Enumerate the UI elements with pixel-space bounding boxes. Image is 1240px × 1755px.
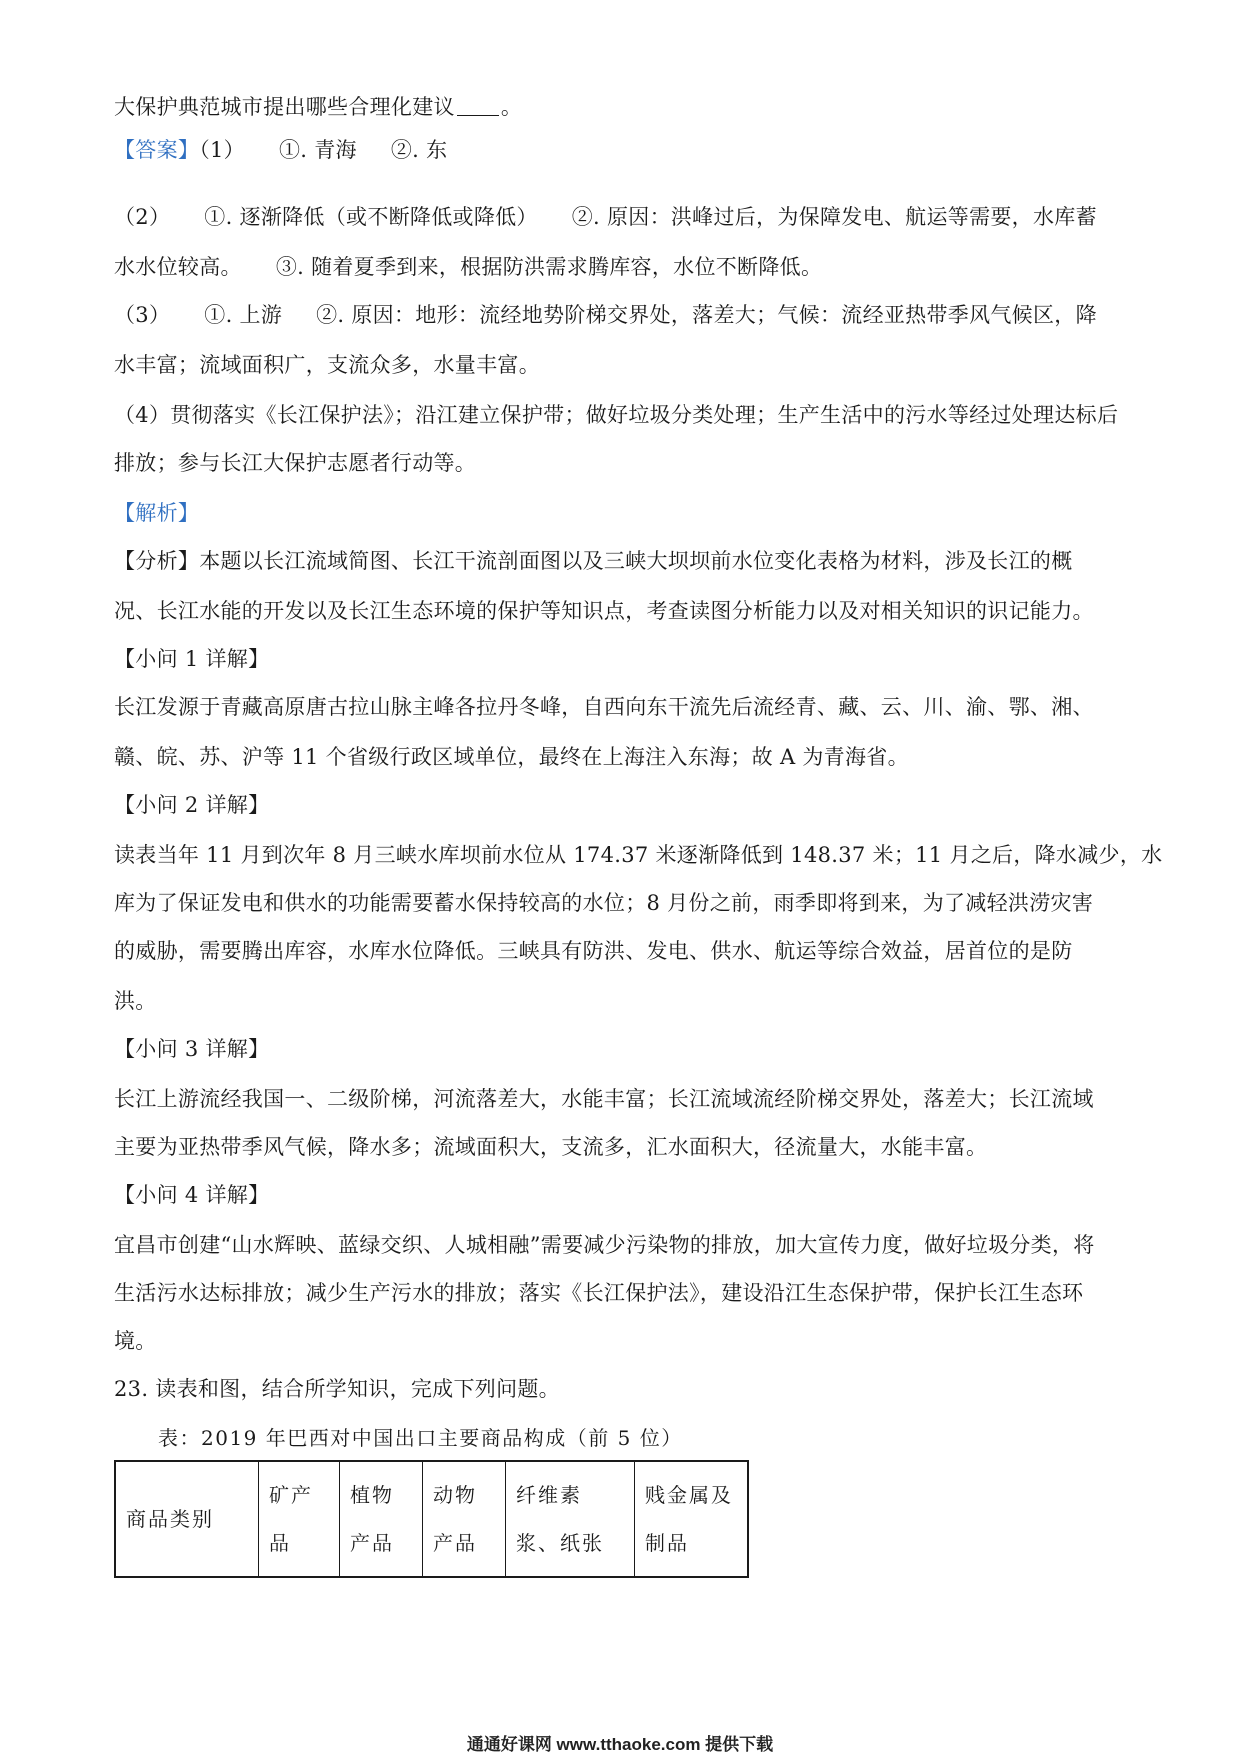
explanation-line: 的威胁，需要腾出库容，水库水位降低。三峡具有防洪、发电、供水、航运等综合效益，居首位的是防 [114,939,1073,963]
answer-item: ①. 逐渐降低（或不断降低或降低） [204,205,538,229]
explanation-line: 长江发源于青藏高原唐古拉山脉主峰各拉丹冬峰，自西向东干流先后流经青、藏、云、川、渝、鄂、湘、 [114,695,1094,719]
subquestion-heading-2: 【小问 2 详解】 [114,793,270,817]
answer-blank [457,95,499,116]
answer-part-label: （2） [114,205,171,229]
explanation-line: 洪。 [114,989,157,1013]
explanation-line: 长江上游流经我国一、二级阶梯，河流落差大，水能丰富；长江流域流经阶梯交界处，落差大；长江流域 [114,1087,1094,1111]
answer-line-6: （4）贯彻落实《长江保护法》；沿江建立保护带；做好垃圾分类处理；生产生活中的污水等经过处理达标后 [114,403,1119,427]
cell-text: 动物 [433,1483,477,1507]
cell-text: 植物 [350,1483,394,1507]
answer-item: ②. 原因：地形：流经地势阶梯交界处，落差大；气候：流经亚热带季风气候区，降 [316,303,1097,327]
answer-item: ①. 上游 [204,303,283,327]
explanation-line: 赣、皖、苏、沪等 11 个省级行政区域单位，最终在上海注入东海；故 A 为青海省。 [114,745,909,769]
question-text-end: 。 [500,95,523,119]
cell-text: 矿产 [269,1483,313,1507]
subquestion-heading-3: 【小问 3 详解】 [114,1037,270,1061]
table-cell [423,1461,506,1577]
answer-line-4 [114,300,1130,330]
explanation-line: 宜昌市创建“山水辉映、蓝绿交织、人城相融”需要减少污染物的排放，加大宣传力度，做好垃圾分类，将 [114,1233,1095,1257]
table-cell [340,1461,423,1577]
question-text: 大保护典范城市提出哪些合理化建议 [114,95,455,119]
analysis-tag: 【解析】 [114,501,200,525]
answer-item: 水水位较高。 [114,255,242,279]
table-header-cell [115,1461,259,1577]
answer-item: ③. 随着夏季到来，根据防洪需求腾库容，水位不断降低。 [275,255,823,279]
explanation-line: 库为了保证发电和供水的功能需要蓄水保持较高的水位；8 月份之前，雨季即将到来，为了减轻洪涝灾害 [114,891,1094,915]
cell-text: 纤维素 [516,1483,582,1507]
answer-part-label: （3） [114,303,171,327]
analysis-line-1: 【分析】本题以长江流域简图、长江干流剖面图以及三峡大坝坝前水位变化表格为材料，涉及长江的概 [114,549,1073,573]
answer-item: ②. 原因：洪峰过后，为保障发电、航运等需要，水库蓄 [571,205,1097,229]
table-cell [635,1461,749,1577]
explanation-line: 主要为亚热带季风气候，降水多；流域面积大，支流多，汇水面积大，径流量大，水能丰富。 [114,1135,988,1159]
cell-text: 品 [269,1531,291,1555]
text-line-1 [114,92,1130,122]
export-goods-table [114,1460,749,1578]
answer-item: ②. 东 [390,138,448,162]
table-row [115,1461,748,1577]
table-cell [259,1461,340,1577]
table-cell [506,1461,635,1577]
page-footer: 通通好课网 www.tthaoke.com 提供下载 [466,1735,774,1754]
answer-item: ①. 青海 [278,138,357,162]
question-23-stem: 23. 读表和图，结合所学知识，完成下列问题。 [114,1377,560,1401]
explanation-line: 读表当年 11 月到次年 8 月三峡水库坝前水位从 174.37 米逐渐降低到 148.37 米；11 月之后，降水减少，水 [114,843,1163,867]
cell-text: 浆、纸张 [516,1531,604,1555]
explanation-line: 境。 [114,1329,157,1353]
cell-text: 制品 [645,1531,689,1555]
answer-line-1 [114,135,1130,165]
table-title: 表：2019 年巴西对中国出口主要商品构成（前 5 位） [158,1426,683,1450]
cell-text: 产品 [433,1531,477,1555]
answer-part-label: （1） [199,138,245,162]
answer-line-3 [114,252,1130,282]
analysis-line-2: 况、长江水能的开发以及长江生态环境的保护等知识点，考查读图分析能力以及对相关知识的识记能力。 [114,599,1094,623]
answer-tag: 【答案】 [114,138,200,162]
answer-line-2 [114,202,1130,232]
answer-line-7: 排放；参与长江大保护志愿者行动等。 [114,451,477,475]
subquestion-heading-1: 【小问 1 详解】 [114,647,270,671]
table-header-label: 商品类别 [126,1507,214,1531]
cell-text: 贱金属及 [645,1483,733,1507]
subquestion-heading-4: 【小问 4 详解】 [114,1183,270,1207]
cell-text: 产品 [350,1531,394,1555]
answer-line-5: 水丰富；流域面积广，支流众多，水量丰富。 [114,353,540,377]
explanation-line: 生活污水达标排放；减少生产污水的排放；落实《长江保护法》，建设沿江生态保护带，保护长江生态环 [114,1281,1084,1305]
